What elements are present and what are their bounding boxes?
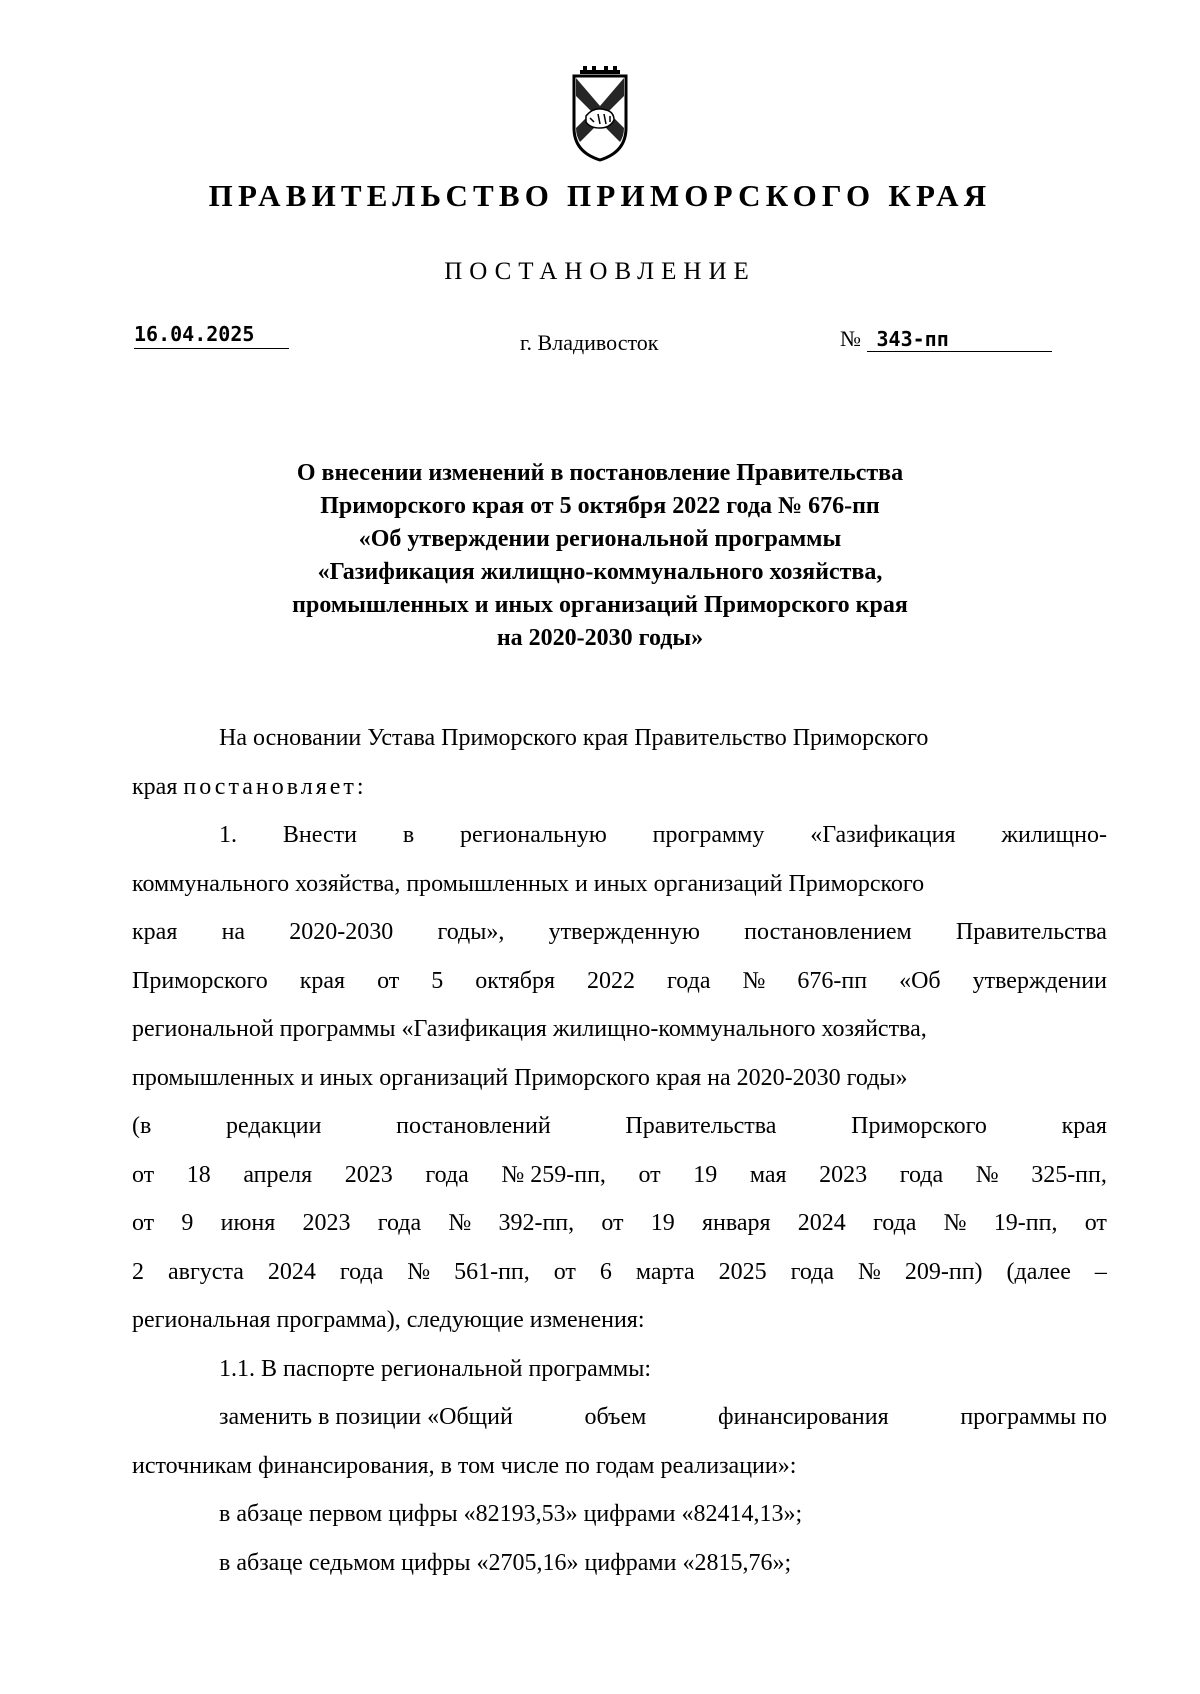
body-word: жилищно-	[1001, 822, 1107, 848]
body-word: 19	[650, 1210, 675, 1236]
body-word: утверждении	[972, 967, 1107, 994]
body-word: апреля	[243, 1161, 313, 1188]
body-line	[132, 763, 1107, 812]
body-word: 209-пп)	[904, 1258, 983, 1285]
body-word: 9	[181, 1210, 194, 1236]
body-word: августа	[167, 1258, 244, 1285]
document-city: г. Владивосток	[520, 330, 659, 355]
body-word: от	[377, 967, 400, 994]
body-word: 2025	[718, 1258, 767, 1285]
government-title: ПРАВИТЕЛЬСТВО ПРИМОРСКОГО КРАЯ	[208, 178, 992, 213]
body-word: «Об	[899, 967, 941, 994]
body-word: 2023	[302, 1210, 351, 1236]
body-word: постановлением	[744, 919, 912, 945]
body-word: июня	[220, 1210, 276, 1236]
body-word: октября	[475, 967, 556, 994]
document-subject	[0, 457, 1200, 655]
body-word: годы»,	[437, 919, 505, 945]
body-word: (в	[132, 1113, 152, 1139]
document-date: 16.04.2025	[134, 322, 289, 349]
body-word: края	[132, 919, 178, 945]
body-word: 325-пп,	[1031, 1161, 1107, 1188]
body-word: от	[1084, 1210, 1107, 1236]
body-word: Приморского	[851, 1113, 987, 1139]
body-word: края	[1061, 1113, 1107, 1139]
body-text: постановляет:	[183, 773, 367, 800]
body-line	[132, 1393, 1107, 1442]
body-word: года	[899, 1161, 944, 1188]
body-word: 676-пп	[797, 967, 868, 994]
document-body	[132, 714, 1107, 1587]
body-word: 2023	[819, 1161, 868, 1188]
body-word: 2022	[587, 967, 636, 994]
coat-of-arms-emblem	[570, 66, 630, 162]
body-word: от	[132, 1210, 155, 1236]
body-word: №	[448, 1210, 472, 1236]
body-word: 1.	[219, 822, 237, 848]
document-type: ПОСТАНОВЛЕНИЕ	[444, 258, 756, 285]
body-word: Правительства	[625, 1113, 777, 1139]
body-word: от	[132, 1161, 155, 1188]
body-line	[132, 908, 1107, 957]
body-word: года	[873, 1210, 917, 1236]
body-word: 2024	[267, 1258, 316, 1285]
subject-line: Приморского края от 5 октября 2022 года № 676-пп	[320, 493, 880, 519]
body-word: программы по	[960, 1404, 1107, 1430]
body-word: мая	[749, 1161, 787, 1188]
body-word: 18	[186, 1161, 211, 1188]
body-word: финансирования	[718, 1404, 889, 1430]
body-word: объем	[584, 1404, 647, 1430]
body-word: № 259-пп,	[501, 1161, 606, 1188]
body-word: 6	[599, 1258, 612, 1285]
body-word: в	[402, 822, 415, 848]
body-line	[132, 1248, 1107, 1297]
body-word: края	[299, 967, 346, 994]
body-word: 2	[132, 1258, 144, 1285]
body-line: коммунального хозяйства, промышленных и иных организаций Приморского	[132, 870, 925, 897]
body-word: №	[975, 1161, 999, 1188]
body-word: января	[701, 1210, 771, 1236]
body-line: 1.1. В паспорте региональной программы:	[219, 1355, 651, 1382]
body-line	[132, 811, 1107, 860]
body-word: утвержденную	[548, 919, 700, 945]
body-word: 19-пп,	[993, 1210, 1058, 1236]
body-word: 19	[693, 1161, 718, 1188]
body-word: Приморского	[132, 967, 268, 994]
body-line: в абзаце первом цифры «82193,53» цифрами «82414,13»;	[219, 1501, 803, 1527]
body-word: 561-пп,	[454, 1258, 530, 1285]
body-word: года	[377, 1210, 422, 1236]
body-word: программу	[652, 822, 765, 848]
number-sign: №	[840, 326, 861, 351]
body-line	[132, 1151, 1107, 1200]
body-word: №	[407, 1258, 431, 1285]
body-word: от	[553, 1258, 576, 1285]
subject-line: О внесении изменений в постановление Правительства	[296, 460, 904, 486]
body-line: промышленных и иных организаций Приморского края на 2020-2030 годы»	[132, 1064, 908, 1091]
body-word: (далее	[1006, 1258, 1071, 1285]
body-word: года	[339, 1258, 384, 1285]
body-line	[132, 957, 1107, 1006]
document-number	[840, 326, 1055, 352]
body-word: постановлений	[396, 1113, 551, 1139]
body-word: –	[1094, 1258, 1107, 1285]
body-line	[132, 1102, 1107, 1151]
body-word: Внести	[282, 822, 357, 848]
body-word: №	[742, 967, 766, 994]
body-word: на	[221, 919, 246, 945]
body-word: региональную	[460, 822, 607, 848]
subject-line: промышленных и иных организаций Приморского края	[292, 592, 908, 618]
subject-line: «Газификация жилищно-коммунального хозяйства,	[317, 559, 883, 585]
body-word: года	[425, 1161, 469, 1188]
body-word: №	[857, 1258, 881, 1285]
body-word: года	[667, 967, 711, 994]
body-line: в абзаце седьмом цифры «2705,16» цифрами «2815,76»;	[219, 1549, 792, 1576]
body-line: источникам финансирования, в том числе по годам реализации»:	[132, 1452, 797, 1479]
body-word: от	[601, 1210, 624, 1236]
body-word: марта	[635, 1258, 695, 1285]
body-line: На основании Устава Приморского края Правительство Приморского	[219, 725, 929, 751]
body-word: редакции	[226, 1113, 322, 1139]
body-word: «Газификация	[810, 822, 956, 848]
body-text: края	[132, 773, 184, 800]
body-word: Правительства	[955, 919, 1107, 945]
body-word: 2023	[344, 1161, 393, 1188]
body-word: года	[790, 1258, 835, 1285]
body-line	[132, 1199, 1107, 1248]
body-line: региональная программа), следующие изменения:	[132, 1307, 645, 1333]
body-word: 2024	[797, 1210, 846, 1236]
body-word: 2020-2030	[289, 919, 394, 945]
body-line: региональной программы «Газификация жилищно-коммунального хозяйства,	[132, 1016, 927, 1042]
body-word: 5	[431, 967, 444, 994]
body-word: 392-пп,	[498, 1210, 575, 1236]
body-word: заменить в позиции «Общий	[219, 1404, 513, 1430]
body-word: №	[943, 1210, 967, 1236]
subject-line: на 2020-2030 годы»	[496, 625, 704, 651]
subject-line: «Об утверждении региональной программы	[358, 526, 842, 552]
body-word: от	[638, 1161, 661, 1188]
number-value: 343-пп	[867, 327, 1052, 352]
